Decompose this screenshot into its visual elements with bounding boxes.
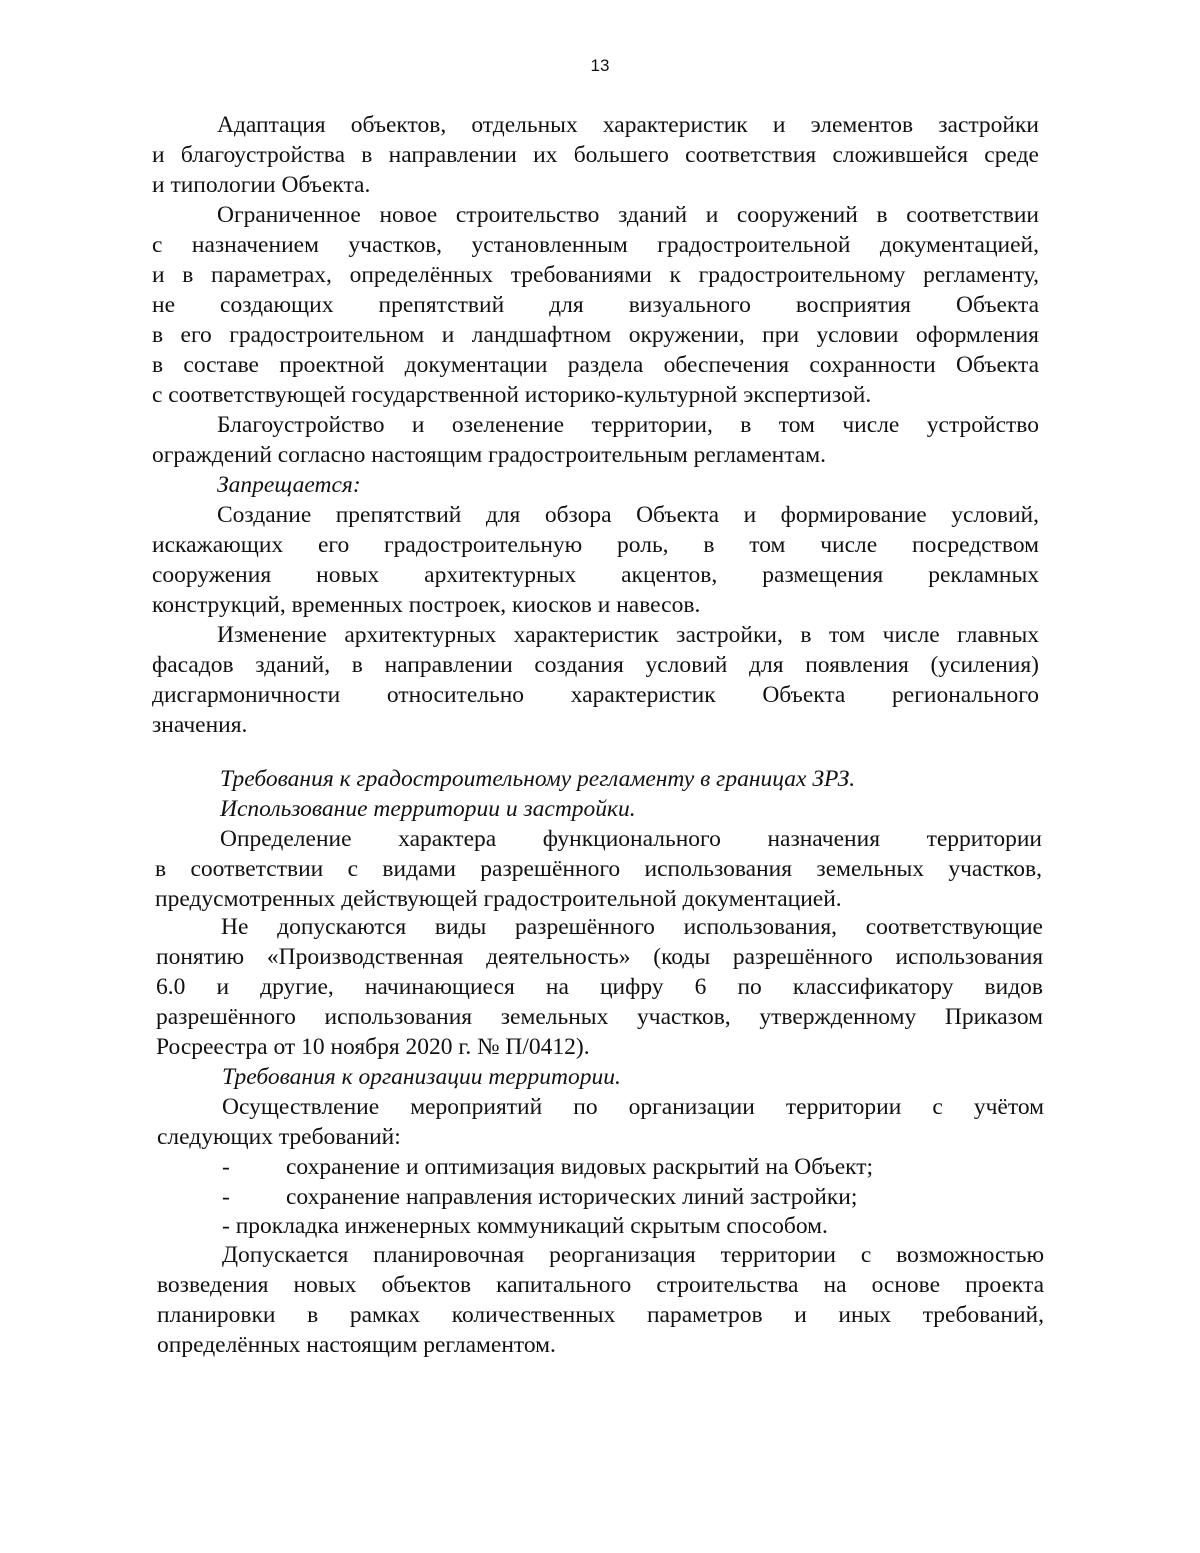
bullet-text: сохранение направления исторических линий застройки; (286, 1184, 858, 1210)
text-line: понятию «Производственная деятельность» (коды разрешённого использования (156, 944, 1043, 970)
text-line: 6.0 и другие, начинающиеся на цифру 6 по классификатору видов (156, 974, 1043, 1000)
page-number: 13 (590, 56, 610, 75)
paragraph-measures (157, 1092, 1044, 1152)
text-line: не создающих препятствий для визуального восприятия Объекта (152, 292, 1039, 318)
text-line: фасадов зданий, в направлении создания условий для появления (усиления) (152, 652, 1039, 678)
paragraph-not-allowed-uses (156, 912, 1043, 1062)
text-line: с назначением участков, установленным градостроительной документацией, (152, 232, 1039, 258)
text-line: Ограниченное новое строительство зданий и сооружений в соответствии (217, 202, 1039, 228)
paragraph-replanning (157, 1240, 1044, 1360)
text-line: разрешённого использования земельных участков, утвержденному Приказом (156, 1004, 1043, 1030)
text-line: конструкций, временных построек, киосков и навесов. (152, 592, 701, 618)
paragraph-architecture-change (152, 620, 1039, 740)
text-line: Определение характера функционального назначения территории (220, 826, 1042, 852)
text-line: планировки в рамках количественных параметров и иных требований, (157, 1302, 1044, 1328)
text-line: и в параметрах, определённых требованиями к градостроительному регламенту, (152, 262, 1039, 288)
heading-prohibited: Запрещается: (217, 472, 361, 498)
heading-zrz-requirements: Требования к градостроительному регламенту в границах ЗРЗ. (220, 766, 856, 792)
text-line: и благоустройства в направлении их большего соответствия сложившейся среде (152, 142, 1039, 168)
text-line: в его градостроительном и ландшафтном окружении, при условии оформления (152, 322, 1039, 348)
paragraph-function-definition (155, 824, 1042, 914)
text-line: в составе проектной документации раздела обеспечения сохранности Объекта (152, 352, 1039, 378)
text-line: ограждений согласно настоящим градостроительным регламентам. (152, 442, 826, 468)
text-line: Допускается планировочная реорганизация территории с возможностью (222, 1242, 1044, 1268)
paragraph-new-construction (152, 200, 1039, 410)
text-line: Создание препятствий для обзора Объекта и формирование условий, (217, 502, 1039, 528)
text-line: с соответствующей государственной историко-культурной экспертизой. (152, 382, 872, 408)
paragraph-obstruction (152, 500, 1039, 620)
text-line: предусмотренных действующей градостроительной документацией. (155, 886, 842, 912)
text-line: искажающих его градостроительную роль, в том числе посредством (152, 532, 1039, 558)
list-item: - прокладка инженерных коммуникаций скрытым способом. (222, 1213, 828, 1239)
text-line: Благоустройство и озеленение территории, в том числе устройство (217, 412, 1039, 438)
bullet-text: сохранение и оптимизация видовых раскрытий на Объект; (286, 1154, 874, 1180)
text-line: Осуществление мероприятий по организации территории с учётом (222, 1094, 1044, 1120)
text-line: в соответствии с видами разрешённого использования земельных участков, (155, 856, 1042, 882)
paragraph-adaptation (152, 110, 1039, 200)
text-line: Не допускаются виды разрешённого использования, соответствующие (221, 914, 1043, 940)
text-line: сооружения новых архитектурных акцентов, размещения рекламных (152, 562, 1039, 588)
text-line: возведения новых объектов капитального строительства на основе проекта (157, 1272, 1044, 1298)
bullet-dash: - (222, 1184, 230, 1210)
text-line: Адаптация объектов, отдельных характеристик и элементов застройки (217, 112, 1039, 138)
bullet-dash: - (222, 1154, 230, 1180)
text-line: следующих требований: (157, 1124, 401, 1150)
text-line: значения. (152, 712, 248, 738)
text-line: и типологии Объекта. (152, 172, 371, 198)
paragraph-landscaping (152, 410, 1039, 470)
heading-territory-use: Использование территории и застройки. (220, 796, 636, 822)
text-line: дисгармоничности относительно характеристик Объекта регионального (152, 682, 1039, 708)
text-line: Росреестра от 10 ноября 2020 г. № П/0412). (156, 1034, 590, 1060)
text-line: Изменение архитектурных характеристик застройки, в том числе главных (217, 622, 1039, 648)
text-line: определённых настоящим регламентом. (157, 1332, 556, 1358)
heading-territory-organization: Требования к организации территории. (222, 1064, 621, 1090)
